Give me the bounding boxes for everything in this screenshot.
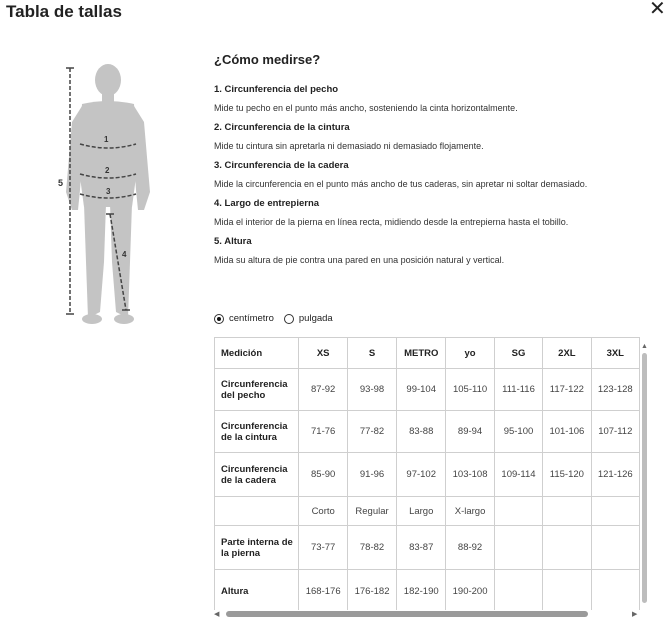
table-cell: 77-82	[347, 411, 396, 453]
modal-title: Tabla de tallas	[6, 2, 122, 21]
table-cell	[591, 497, 639, 526]
column-header: Medición	[215, 338, 299, 369]
table-cell: 101-106	[543, 411, 591, 453]
table-cell: 73-77	[299, 526, 348, 570]
row-header: Parte interna de la pierna	[215, 526, 299, 570]
table-cell	[494, 497, 542, 526]
table-cell	[591, 570, 639, 611]
table-cell: 115-120	[543, 453, 591, 497]
table-row	[215, 453, 640, 497]
table-cell: 71-76	[299, 411, 348, 453]
step-title: 1. Circunferencia del pecho	[214, 84, 339, 95]
table-cell: Largo	[397, 497, 446, 526]
figure-label-2: 2	[105, 166, 110, 175]
table-cell: 103-108	[446, 453, 494, 497]
step-description: Mida su altura de pie contra una pared en una posición natural y vertical.	[214, 255, 505, 265]
horizontal-scroll-thumb[interactable]	[226, 611, 588, 617]
table-cell: 109-114	[494, 453, 542, 497]
table-cell: 91-96	[347, 453, 396, 497]
table-cell: 99-104	[397, 369, 446, 411]
row-header	[215, 497, 299, 526]
figure-label-1: 1	[104, 135, 109, 144]
table-cell: 105-110	[446, 369, 494, 411]
column-header: XS	[299, 338, 348, 369]
table-cell: 182-190	[397, 570, 446, 611]
column-header: METRO	[397, 338, 446, 369]
row-header: Circunferencia de la cintura	[215, 411, 299, 453]
step-description: Mide tu pecho en el punto más ancho, sosteniendo la cinta horizontalmente.	[214, 103, 518, 113]
size-table	[214, 337, 640, 610]
table-cell: 117-122	[543, 369, 591, 411]
row-header: Circunferencia de la cadera	[215, 453, 299, 497]
table-cell: 85-90	[299, 453, 348, 497]
scroll-right-icon[interactable]: ▶	[632, 611, 638, 618]
table-cell: 176-182	[347, 570, 396, 611]
figure-label-5: 5	[58, 178, 64, 188]
table-cell: 89-94	[446, 411, 494, 453]
size-table-container[interactable]	[214, 337, 640, 610]
table-row	[215, 526, 640, 570]
table-row	[215, 369, 640, 411]
table-cell: 83-88	[397, 411, 446, 453]
column-header: S	[347, 338, 396, 369]
radio-selected-icon[interactable]	[214, 314, 224, 324]
close-icon[interactable]: ✕	[649, 0, 666, 20]
table-row	[215, 497, 640, 526]
table-cell: 168-176	[299, 570, 348, 611]
table-cell: 78-82	[347, 526, 396, 570]
figure-label-3: 3	[106, 187, 111, 196]
unit-option-inch[interactable]	[284, 313, 333, 324]
table-cell	[543, 497, 591, 526]
radio-unselected-icon[interactable]	[284, 314, 294, 324]
table-cell	[543, 526, 591, 570]
step-description: Mide tu cintura sin apretarla ni demasiado ni demasiado flojamente.	[214, 141, 484, 151]
table-cell: X-largo	[446, 497, 494, 526]
column-header: yo	[446, 338, 494, 369]
unit-option-cm[interactable]	[214, 313, 274, 324]
table-cell: Regular	[347, 497, 396, 526]
step-description: Mida el interior de la pierna en línea recta, midiendo desde la entrepierna hasta el tobillo.	[214, 217, 569, 227]
figure-label-4: 4	[122, 250, 127, 259]
table-cell: 97-102	[397, 453, 446, 497]
table-cell	[494, 526, 542, 570]
table-cell	[591, 526, 639, 570]
table-cell	[494, 570, 542, 611]
step-description: Mide la circunferencia en el punto más ancho de tus caderas, sin apretar ni soltar demasiado.	[214, 179, 588, 189]
row-header: Altura	[215, 570, 299, 611]
table-cell: 83-87	[397, 526, 446, 570]
step-title: 5. Altura	[214, 236, 252, 247]
table-cell: 121-126	[591, 453, 639, 497]
vertical-scrollbar[interactable]	[640, 345, 647, 615]
table-cell: 190-200	[446, 570, 494, 611]
table-cell: 87-92	[299, 369, 348, 411]
column-header: 2XL	[543, 338, 591, 369]
unit-label-cm: centímetro	[229, 313, 274, 324]
guide-heading: ¿Cómo medirse?	[214, 52, 321, 67]
step-title: 4. Largo de entrepierna	[214, 198, 320, 209]
column-header: SG	[494, 338, 542, 369]
horizontal-scrollbar[interactable]	[214, 609, 640, 619]
measurement-guide	[214, 52, 654, 273]
column-header: 3XL	[591, 338, 639, 369]
table-cell: 107-112	[591, 411, 639, 453]
scroll-up-icon[interactable]: ▲	[641, 343, 648, 350]
step-title: 3. Circunferencia de la cadera	[214, 160, 349, 171]
step-title: 2. Circunferencia de la cintura	[214, 122, 350, 133]
table-cell: 111-116	[494, 369, 542, 411]
unit-selector	[214, 313, 333, 324]
scroll-left-icon[interactable]: ◀	[214, 611, 220, 618]
table-cell: 88-92	[446, 526, 494, 570]
unit-label-inch: pulgada	[298, 313, 333, 324]
body-measurement-illustration	[52, 62, 162, 332]
table-cell: 95-100	[494, 411, 542, 453]
vertical-scroll-thumb[interactable]	[642, 353, 647, 603]
table-cell	[543, 570, 591, 611]
table-row	[215, 570, 640, 611]
table-cell: 93-98	[347, 369, 396, 411]
table-cell: 123-128	[591, 369, 639, 411]
row-header: Circunferencia del pecho	[215, 369, 299, 411]
table-cell: Corto	[299, 497, 348, 526]
table-row	[215, 411, 640, 453]
